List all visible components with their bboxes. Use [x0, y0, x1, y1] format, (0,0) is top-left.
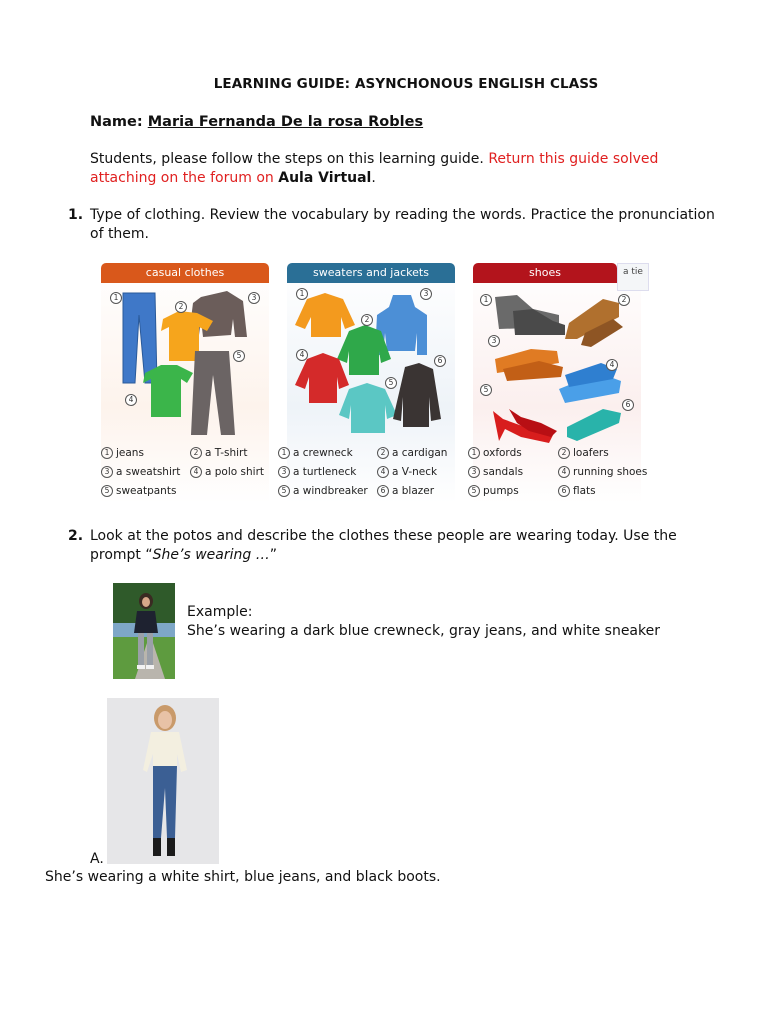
marker-6: 6 [434, 355, 446, 367]
vocab-item-2: 2 a T-shirt [190, 447, 248, 459]
marker-2: 2 [361, 314, 373, 326]
vocab-item-3: 3 sandals [468, 466, 523, 478]
vocab-word: a polo shirt [205, 466, 265, 478]
panel-title: shoes [473, 263, 617, 283]
vocab-item-1: 1 a crewneck [278, 447, 353, 459]
name-label: Name: [90, 114, 143, 130]
answer-letter: A. [90, 851, 104, 867]
vocab-item-6: 6 a blazer [377, 485, 434, 497]
marker-5: 5 [385, 377, 397, 389]
marker-3: 3 [248, 292, 260, 304]
intro-red-text: Return this guide solved attaching on the forum on [90, 151, 659, 186]
vocab-item-1: 1 oxfords [468, 447, 522, 459]
vocab-item-6: 6 flats [558, 485, 596, 497]
marker-5: 5 [480, 384, 492, 396]
student-name [90, 114, 423, 130]
marker-3: 3 [488, 335, 500, 347]
vocab-item-3: 3 a turtleneck [278, 466, 356, 478]
vocab-word: a V-neck [392, 466, 438, 478]
aula-virtual-label: Aula Virtual [278, 170, 372, 186]
vocab-item-4: 4 running shoes [558, 466, 647, 478]
example-text: She’s wearing a dark blue crewneck, gray jeans, and white sneaker [187, 623, 660, 639]
marker-1: 1 [110, 292, 122, 304]
marker-4: 4 [296, 349, 308, 361]
marker-3: 3 [420, 288, 432, 300]
tie-label: a tie [623, 267, 643, 277]
vocab-word: jeans [116, 447, 144, 459]
shoes-illustration [473, 285, 641, 465]
answer-text: She’s wearing a white shirt, blue jeans, and black boots. [45, 869, 441, 885]
question-1-text: Type of clothing. Review the vocabulary by reading the words. Practice the pronunciation of them. [90, 207, 715, 242]
vocab-word: a turtleneck [293, 466, 357, 478]
question-1 [68, 206, 718, 244]
vocab-word: sandals [483, 466, 524, 478]
casual-clothes-illustration [101, 285, 269, 465]
question-2-text-start: Look at the potos and describe the clothes these people are wearing today. Use the prompt “ [90, 528, 677, 563]
question-2-text [68, 527, 718, 565]
prompt-text: She’s wearing … [152, 547, 270, 563]
vocab-item-4: 4 a V-neck [377, 466, 437, 478]
marker-6: 6 [622, 399, 634, 411]
vocab-panel-shoes [471, 263, 648, 503]
example-photo [113, 583, 175, 679]
vocab-word: a crewneck [293, 447, 353, 459]
panel-title: sweaters and jackets [287, 263, 455, 283]
vocab-word: pumps [483, 485, 519, 497]
vocab-word: loafers [573, 447, 609, 459]
marker-5: 5 [233, 350, 245, 362]
tie-tab [617, 263, 649, 291]
vocab-word: a sweatshirt [116, 466, 181, 478]
marker-2: 2 [175, 301, 187, 313]
example-label: Example: [187, 604, 253, 620]
vocab-item-5: 5 sweatpants [101, 485, 176, 497]
vocab-panel-sweaters-jackets [281, 263, 455, 503]
guide-title: LEARNING GUIDE: ASYNCHONOUS ENGLISH CLASS [213, 76, 599, 92]
vocab-word: a cardigan [392, 447, 448, 459]
vocab-word: sweatpants [116, 485, 177, 497]
vocab-word: a windbreaker [293, 485, 368, 497]
vocab-word: running shoes [573, 466, 648, 478]
marker-2: 2 [618, 294, 630, 306]
name-value: Maria Fernanda De la rosa Robles [147, 114, 424, 130]
vocab-item-3: 3 a sweatshirt [101, 466, 180, 478]
vocab-word: flats [573, 485, 596, 497]
example-block [187, 603, 660, 641]
vocab-item-2: 2 a cardigan [377, 447, 447, 459]
question-2-text-end: ” [269, 547, 277, 563]
vocab-panel-casual-clothes [101, 263, 269, 503]
question-2 [68, 527, 718, 565]
vocab-word: oxfords [483, 447, 522, 459]
marker-4: 4 [125, 394, 137, 406]
sweaters-illustration [287, 285, 455, 465]
photo-a [107, 698, 219, 864]
vocab-item-2: 2 loafers [558, 447, 609, 459]
vocab-item-5: 5 a windbreaker [278, 485, 368, 497]
vocab-item-1: 1 jeans [101, 447, 144, 459]
vocab-item-5: 5 pumps [468, 485, 519, 497]
vocab-item-4: 4 a polo shirt [190, 466, 264, 478]
vocab-word: a T-shirt [205, 447, 248, 459]
panel-title: casual clothes [101, 263, 269, 283]
intro-text: Students, please follow the steps on this learning guide. [90, 151, 484, 167]
question-2-number: 2. [68, 528, 84, 544]
intro-end: . [371, 170, 376, 186]
marker-4: 4 [606, 359, 618, 371]
instructions [90, 150, 690, 188]
vocab-word: a blazer [392, 485, 435, 497]
marker-1: 1 [296, 288, 308, 300]
marker-1: 1 [480, 294, 492, 306]
question-1-number: 1. [68, 207, 84, 223]
